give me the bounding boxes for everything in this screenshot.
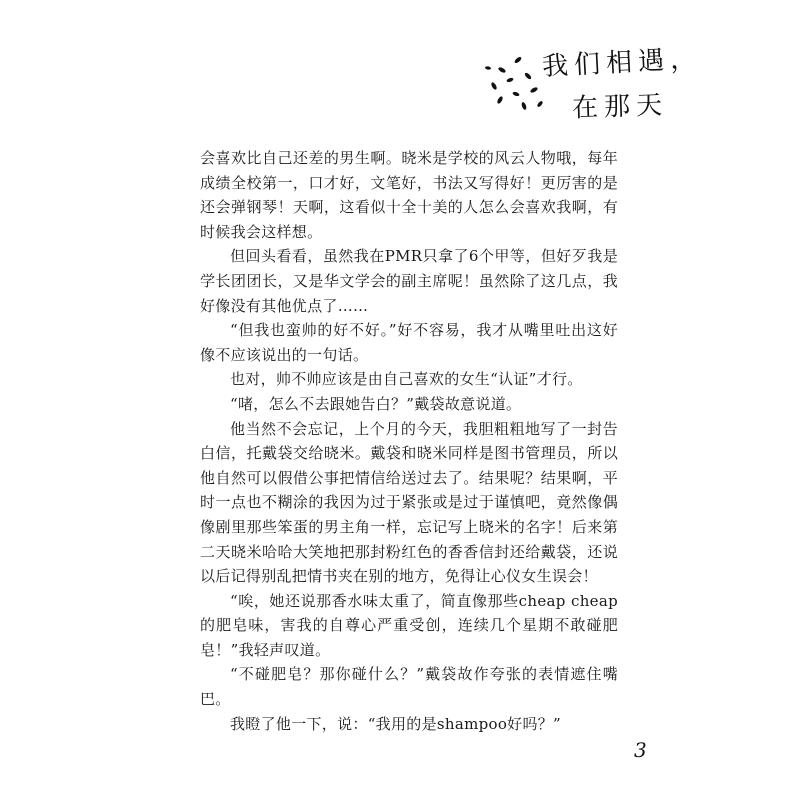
- page-number: 3: [634, 738, 647, 762]
- paragraph: 但回头看看，虽然我在PMR只拿了6个甲等，但好歹我是学长团团长，又是华文学会的副主席呢！虽然除了这几点，我好像没有其他优点了……: [200, 247, 618, 315]
- body-text: [200, 146, 618, 736]
- paragraph: 我瞪了他一下，说：“我用的是shampoo好吗？”: [230, 714, 562, 733]
- header-title-line1: 我们相遇，: [541, 43, 703, 83]
- paragraph: “唉，她还说那香水味太重了，简直像那些cheap cheap的肥皂味，害我的自尊心严重受创，连续几个星期不敢碰肥皂！”我轻声叹道。: [200, 591, 618, 659]
- paragraph: “不碰肥皂？那你碰什么？”戴袋故作夸张的表情遮住嘴巴。: [200, 665, 618, 709]
- paragraph: “啫，怎么不去跟她告白？”戴袋故意说道。: [230, 394, 522, 413]
- paragraph: “但我也蛮帅的好不好。”好不容易，我才从嘴里吐出这好像不应该说出的一句话。: [200, 321, 618, 364]
- paragraph: 会喜欢比自己还差的男生啊。晓米是学校的风云人物哦，每年成绩全校第一，口才好，文笔好，书法又写得好！更厉害的是还会弹钢琴！天啊，这看似十全十美的人怎么会喜欢我啊，有时候我会这样想。: [200, 149, 618, 241]
- chapter-header: [480, 30, 720, 124]
- paragraph: 他当然不会忘记，上个月的今天，我胆粗粗地写了一封告白信，托戴袋交给晓米。戴袋和晓米同样是图书管理员，所以他自然可以假借公事把情信给送过去了。结果呢？结果啊，平时一点也不糊涂的我因为过于紧张或是过于谨慎吧，竟然像偶像剧里那些笨蛋的男主角一样，忘记写上晓米的名字！后来第二天晓米哈哈大笑地把那封粉红色的香香信封还给戴袋，还说以后记得别乱把情书夹在别的地方，免得让心仪女生误会！: [200, 419, 618, 586]
- paragraph: 也对，帅不帅应该是由自己喜欢的女生“认证”才行。: [230, 370, 583, 389]
- header-title-line2: 在那天: [571, 90, 669, 124]
